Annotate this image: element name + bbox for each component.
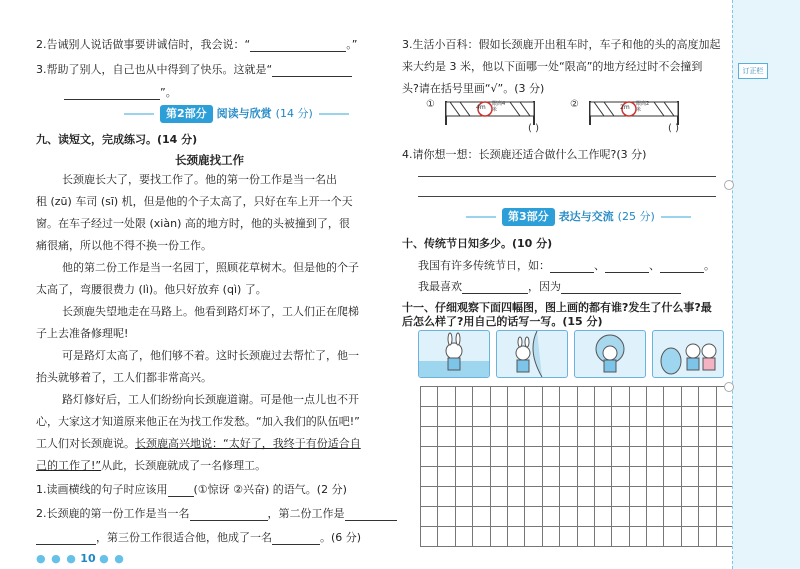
question-10b: 我最喜欢 ，因为 xyxy=(418,280,681,294)
question-9: 九、读短文，完成练习。(14 分) xyxy=(36,133,198,146)
answer-blank[interactable] xyxy=(64,88,160,100)
story-p1: 长颈鹿长大了，要找工作了。他的第一份工作是当一名出 xyxy=(62,173,337,186)
answer-blank[interactable] xyxy=(462,282,528,294)
part-2-label: 第2部分 xyxy=(160,105,213,123)
right-question-3b: 来大约是 3 米，他以下面哪一处“限高”的地方经过时不会撞到 xyxy=(402,60,703,73)
page-number: ● ● ● 10 ● ● xyxy=(36,552,125,565)
story-p3: 长颈鹿失望地走在马路上。他看到路灯坏了，工人们正在爬梯 xyxy=(62,305,359,318)
question-11b: 后怎么样了?用自己的话写一写。(15 分) xyxy=(402,315,603,328)
answer-blank[interactable] xyxy=(168,485,194,497)
answer-blank[interactable] xyxy=(660,261,704,273)
answer-blank[interactable] xyxy=(272,533,320,545)
story-p4b: 抬头就够着了，工人们都非常高兴。 xyxy=(36,371,212,384)
answer-blank[interactable] xyxy=(36,533,96,545)
sign-1-value: 4m xyxy=(476,104,486,111)
part-3-banner xyxy=(460,208,697,226)
part-3-score: (25 分) xyxy=(617,210,655,223)
story-p2: 他的第二份工作是当一名园丁，照顾花草树木。但是他的个子 xyxy=(62,261,359,274)
story-p2b: 太高了，弯腰很费力 (lì)。他只好放弃 (qì) 了。 xyxy=(36,283,267,296)
sign-2-value: 2m xyxy=(620,104,630,111)
left-page xyxy=(0,0,390,569)
correction-tab: 订正栏 xyxy=(738,63,768,79)
question-2: 2.告诫别人说话做事要讲诚信时，我会说：“ 。” xyxy=(36,38,358,51)
option-2-number: ② xyxy=(570,99,579,110)
story-p5: 路灯修好后，工人们纷纷向长颈鹿道谢。可是他一点儿也不开 xyxy=(62,393,359,406)
story-p4: 可是路灯太高了，他们够不着。这时长颈鹿过去帮忙了，他一 xyxy=(62,349,359,362)
question-10a: 我国有许多传统节日，如： 、 、 。 xyxy=(418,259,715,272)
right-question-3: 3.生活小百科：假如长颈鹿开出租车时，车子和他的头的高度加起 xyxy=(402,38,721,51)
right-question-4: 4.请你想一想：长颈鹿还适合做什么工作呢?(3 分) xyxy=(402,148,647,161)
part-3-name: 表达与交流 xyxy=(558,210,614,223)
right-question-3c: 头?请在括号里画“√”。(3 分) xyxy=(402,82,545,95)
comic-panel-3 xyxy=(574,330,646,378)
story-title: 长颈鹿找工作 xyxy=(175,153,244,167)
question-11: 十一、仔细观察下面四幅图，图上画的都有谁?发生了什么事?最 xyxy=(402,301,712,314)
story-p5d: 己的工作了!”从此，长颈鹿就成了一名修理工。 xyxy=(36,459,267,472)
sub-question-2-cont: ，第三份工作很适合他，他成了一名 。(6 分) xyxy=(36,531,361,545)
answer-line[interactable] xyxy=(418,176,716,177)
story-p1d: 痛很痛，所以他不得不换一份工作。 xyxy=(36,239,212,252)
story-p1b: 租 (zū) 车司 (sī) 机，但是他的个子太高了，只好在车上开一个天 xyxy=(36,195,353,208)
sign-2-text: 限高2米 xyxy=(636,101,650,113)
question-3: 3.帮助了别人，自己也从中得到了快乐。这就是“ xyxy=(36,63,352,77)
part-2-score: (14 分) xyxy=(275,107,313,120)
height-limit-sign-2 xyxy=(584,99,684,125)
correction-sidebar xyxy=(732,0,800,569)
answer-blank[interactable] xyxy=(605,261,649,273)
sign-1-text: 限高4米 xyxy=(492,101,506,113)
comic-panel-1 xyxy=(418,330,490,378)
option-2-answer[interactable]: ( ) xyxy=(668,123,679,134)
answer-blank[interactable] xyxy=(272,65,352,77)
story-p5b: 心，大家这才知道原来他正在为找工作发愁。“加入我们的队伍吧!” xyxy=(36,415,360,428)
question-3-cont: ”。 xyxy=(64,86,177,100)
story-p3b: 子上去准备修理呢! xyxy=(36,327,129,340)
option-1-answer[interactable]: ( ) xyxy=(528,123,539,134)
binding-hole xyxy=(724,382,734,392)
comic-panel-4 xyxy=(652,330,724,378)
sub-question-2: 2.长颈鹿的第一份工作是当一名 ，第二份工作是 xyxy=(36,507,397,521)
comic-panel-2 xyxy=(496,330,568,378)
answer-blank[interactable] xyxy=(550,261,594,273)
answer-blank[interactable] xyxy=(561,282,681,294)
part-2-banner xyxy=(118,105,355,123)
story-p5c: 工人们对长颈鹿说。长颈鹿高兴地说：“太好了，我终于有份适合自 xyxy=(36,437,361,450)
writing-grid[interactable] xyxy=(420,386,734,547)
answer-blank[interactable] xyxy=(345,509,397,521)
answer-blank[interactable] xyxy=(250,40,346,52)
option-1-number: ① xyxy=(426,99,435,110)
answer-blank[interactable] xyxy=(190,509,268,521)
answer-line[interactable] xyxy=(418,196,716,197)
part-2-name: 阅读与欣赏 xyxy=(216,107,272,120)
question-10: 十、传统节日知多少。(10 分) xyxy=(402,237,553,250)
sub-question-1: 1.读画横线的句子时应该用 (①惊讶 ②兴奋) 的语气。(2 分) xyxy=(36,483,347,496)
part-3-label: 第3部分 xyxy=(502,208,555,226)
binding-hole xyxy=(724,180,734,190)
story-p1c: 窗。在车子经过一处限 (xiàn) 高的地方时，他的头被撞到了，很 xyxy=(36,217,350,230)
height-limit-sign-1 xyxy=(440,99,540,125)
